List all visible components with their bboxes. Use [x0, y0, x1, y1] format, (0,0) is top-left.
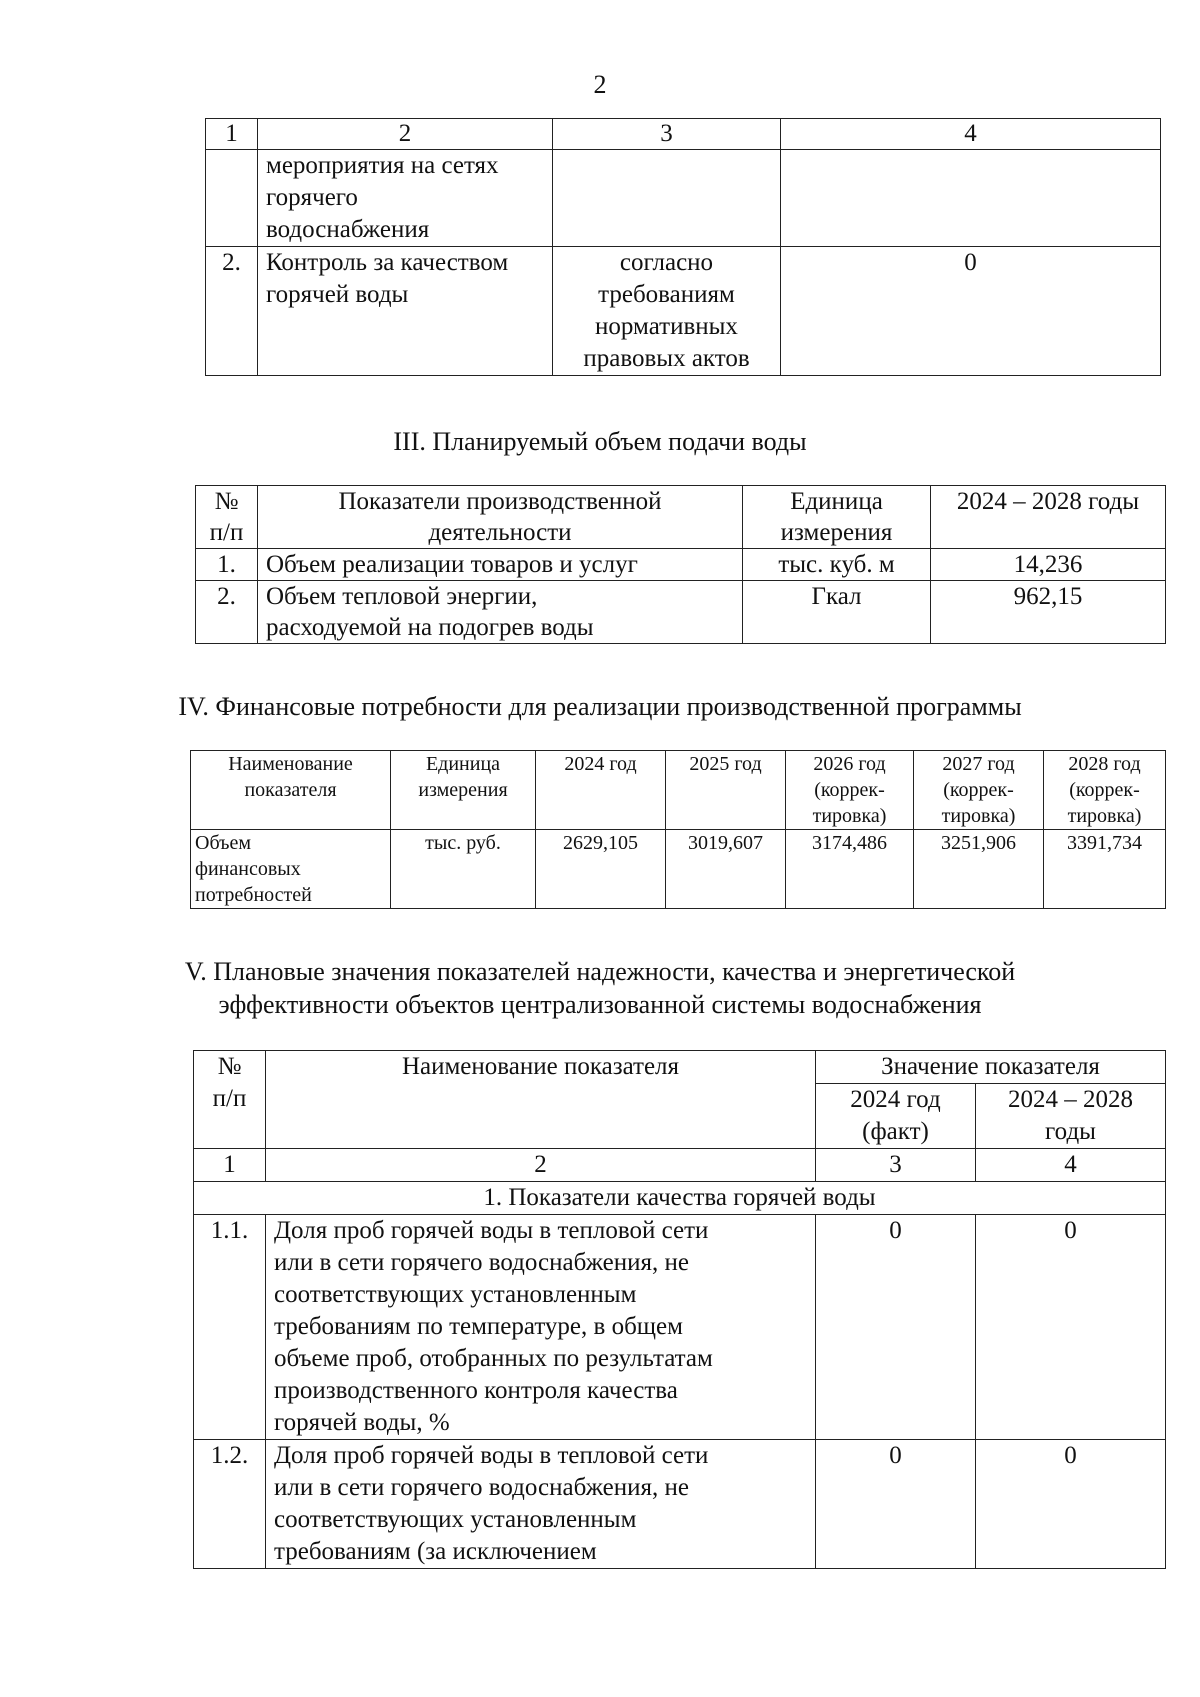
header-name: [258, 486, 743, 549]
table-row: [194, 1440, 1166, 1569]
header-line: (коррек-: [814, 779, 885, 801]
section-5-title: [0, 955, 1200, 1021]
table-row: [206, 150, 1161, 247]
row-name-line: расходуемой на подогрев воды: [266, 614, 594, 641]
row-text-line: Доля проб горячей воды в тепловой сети: [274, 1217, 709, 1244]
header-name: Наименование показателя: [266, 1051, 816, 1149]
header-line: №: [214, 488, 239, 515]
row-col3-line: нормативных: [595, 313, 738, 340]
section-5-title-line: V. Плановые значения показателей надежности, качества и энергетической: [184, 957, 1016, 986]
header-line: 2028 год: [1068, 753, 1141, 775]
header-cell: 1: [206, 119, 258, 150]
header-line: деятельности: [428, 519, 572, 546]
row-unit: тыс. куб. м: [743, 549, 931, 581]
row-text-line: объеме проб, отобранных по результатам: [274, 1345, 713, 1372]
column-number: 2: [266, 1149, 816, 1182]
table-row: [194, 1215, 1166, 1440]
table-row: [196, 549, 1166, 581]
row-name: [258, 150, 553, 247]
row-value-2027: 3251,906: [914, 830, 1044, 909]
row-name-line: горячего: [266, 184, 358, 211]
indicators-table: [193, 1050, 1166, 1569]
header-line: 2024 год: [850, 1086, 941, 1113]
row-plan: 0: [976, 1215, 1166, 1440]
row-text-line: требованиям по температуре, в общем: [274, 1313, 683, 1340]
row-name-line: Объем: [195, 832, 251, 854]
row-number: 1.: [196, 549, 258, 581]
row-name: [258, 581, 743, 644]
row-col3-line: согласно: [619, 249, 714, 276]
row-unit: Гкал: [743, 581, 931, 644]
header-line: 2027 год: [942, 753, 1015, 775]
header-line: 2026 год: [813, 753, 886, 775]
table-row: [191, 830, 1166, 909]
water-supply-volume-table: [195, 485, 1166, 644]
row-name-line: горячей воды: [266, 281, 409, 308]
row-name: [191, 830, 391, 909]
table-row: [206, 247, 1161, 376]
row-text-line: горячей воды, %: [274, 1409, 450, 1436]
header-line: измерения: [418, 779, 508, 801]
header-line: 2024 – 2028: [1008, 1086, 1133, 1113]
row-value-2026: 3174,486: [786, 830, 914, 909]
header-line: (коррек-: [943, 779, 1014, 801]
header-year-2026: [786, 751, 914, 830]
row-name-line: мероприятия на сетях: [266, 152, 499, 179]
row-text-line: соответствующих установленным: [274, 1281, 637, 1308]
header-unit: [743, 486, 931, 549]
row-text: [266, 1440, 816, 1569]
header-line: (коррек-: [1069, 779, 1140, 801]
header-line: тировка): [941, 805, 1016, 827]
row-fact: 0: [816, 1440, 976, 1569]
row-name: Объем реализации товаров и услуг: [258, 549, 743, 581]
row-number: 2.: [206, 247, 258, 376]
row-text-line: соответствующих установленным: [274, 1506, 637, 1533]
section-5-title-line: эффективности объектов централизованной системы водоснабжения: [218, 990, 982, 1019]
header-line: (факт): [862, 1118, 929, 1145]
header-line: показателя: [244, 779, 337, 801]
header-fact: [816, 1084, 976, 1149]
column-number: 3: [816, 1149, 976, 1182]
row-value-2024: 2629,105: [536, 830, 666, 909]
row-number: 1.1.: [194, 1215, 266, 1440]
row-col3-line: требованиям: [598, 281, 735, 308]
header-num: [194, 1051, 266, 1149]
header-line: Единица: [425, 753, 501, 775]
group-title-row: [194, 1182, 1166, 1215]
section-3-title: III. Планируемый объем подачи воды: [393, 427, 807, 456]
row-name-line: финансовых: [195, 858, 301, 880]
row-text-line: или в сети горячего водоснабжения, не: [274, 1474, 689, 1501]
row-name-line: Объем тепловой энергии,: [266, 583, 538, 610]
header-line: Наименование: [228, 753, 353, 775]
row-text-line: производственного контроля качества: [274, 1377, 678, 1404]
row-text-line: Доля проб горячей воды в тепловой сети: [274, 1442, 709, 1469]
row-plan: 0: [976, 1440, 1166, 1569]
header-year-2028: [1044, 751, 1166, 830]
column-number: 4: [976, 1149, 1166, 1182]
row-number: [206, 150, 258, 247]
header-line: №: [217, 1053, 242, 1080]
table-header-row: [196, 486, 1166, 549]
row-number: 2.: [196, 581, 258, 644]
row-text-line: или в сети горячего водоснабжения, не: [274, 1249, 689, 1276]
row-value: 14,236: [931, 549, 1166, 581]
row-name: [258, 247, 553, 376]
section-4-title: IV. Финансовые потребности для реализации производственной программы: [178, 692, 1022, 721]
row-value: 962,15: [931, 581, 1166, 644]
header-cell: 4: [781, 119, 1161, 150]
header-plan: [976, 1084, 1166, 1149]
table-header-row: [194, 1051, 1166, 1084]
header-line: годы: [1045, 1118, 1096, 1145]
row-value-2028: 3391,734: [1044, 830, 1166, 909]
header-line: Единица: [790, 488, 883, 515]
row-name-line: Контроль за качеством: [266, 249, 509, 276]
row-col4: 0: [781, 247, 1161, 376]
header-line: п/п: [212, 1085, 247, 1112]
row-unit: тыс. руб.: [391, 830, 536, 909]
row-col3-line: правовых актов: [583, 345, 750, 372]
row-col3: [553, 247, 781, 376]
header-cell: 2: [258, 119, 553, 150]
column-number: 1: [194, 1149, 266, 1182]
header-line: Показатели производственной: [338, 488, 662, 515]
continuation-table: [205, 118, 1161, 376]
table-header-row: [191, 751, 1166, 830]
header-line: п/п: [209, 519, 244, 546]
row-value-2025: 3019,607: [666, 830, 786, 909]
table-header-row: [206, 119, 1161, 150]
column-number-row: [194, 1149, 1166, 1182]
page-number: 2: [593, 70, 607, 99]
row-col3: [553, 150, 781, 247]
header-name: [191, 751, 391, 830]
row-text-line: требованиям (за исключением: [274, 1538, 597, 1565]
header-line: измерения: [780, 519, 893, 546]
header-period: 2024 – 2028 годы: [931, 486, 1166, 549]
header-group: Значение показателя: [816, 1051, 1166, 1084]
row-name-line: водоснабжения: [266, 216, 430, 243]
header-line: тировка): [812, 805, 887, 827]
header-num: [196, 486, 258, 549]
header-cell: 3: [553, 119, 781, 150]
table-row: [196, 581, 1166, 644]
row-fact: 0: [816, 1215, 976, 1440]
header-unit: [391, 751, 536, 830]
row-name-line: потребностей: [195, 884, 312, 906]
financial-needs-table: [190, 750, 1166, 909]
row-text: [266, 1215, 816, 1440]
header-year-2027: [914, 751, 1044, 830]
header-year-2024: 2024 год: [536, 751, 666, 830]
row-number: 1.2.: [194, 1440, 266, 1569]
group-title: 1. Показатели качества горячей воды: [194, 1182, 1166, 1215]
header-year-2025: 2025 год: [666, 751, 786, 830]
row-col4: [781, 150, 1161, 247]
header-line: тировка): [1067, 805, 1142, 827]
